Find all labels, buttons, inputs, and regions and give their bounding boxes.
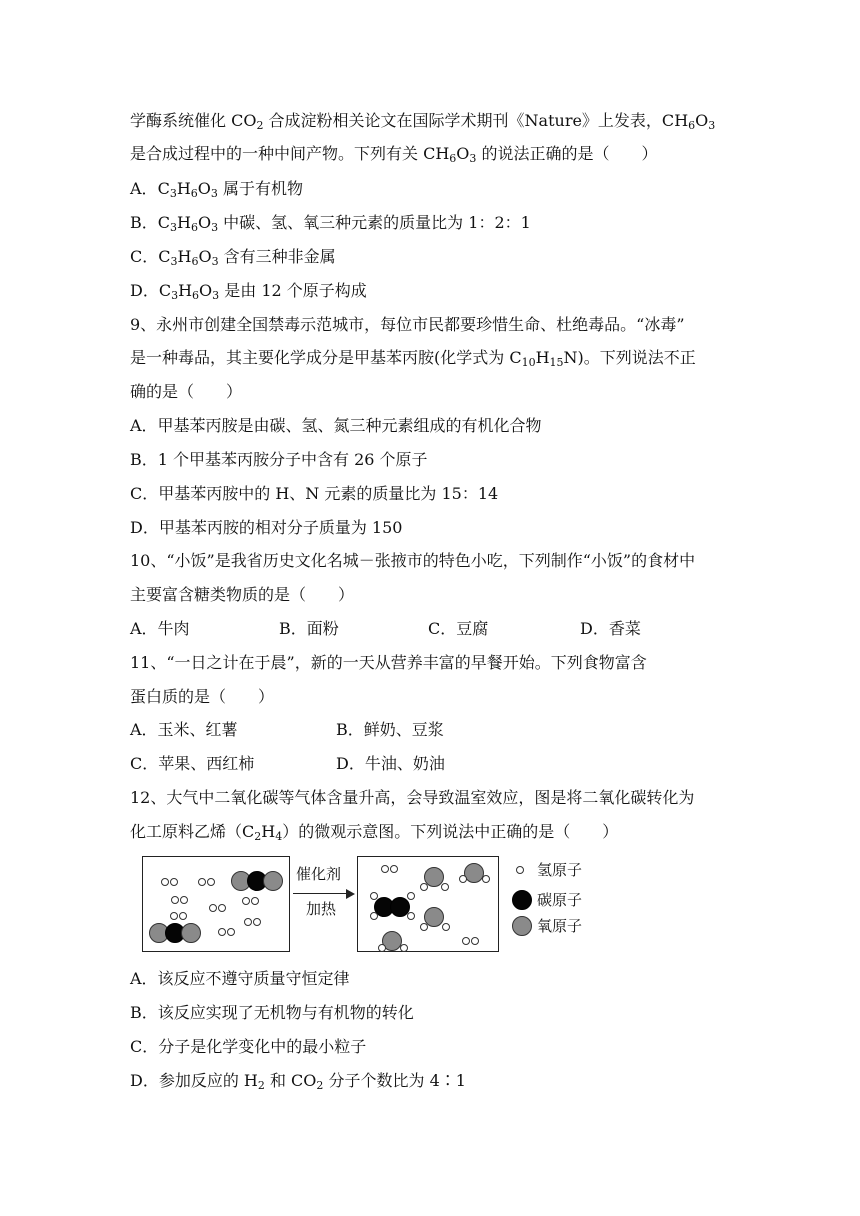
reactants-box [142,856,290,952]
legend-carbon-label: 碳原子 [537,891,583,909]
q9-option-a: A．甲基苯丙胺是由碳、氢、氮三种元素组成的有机化合物 [130,416,542,435]
q12-option-d: D．参加反应的 $H_2$ 和 $CO_2$ 分子个数比为 4∶1 [130,1071,466,1092]
hydrogen-atom [420,883,428,891]
products-box [357,856,499,952]
hydrogen-atom [218,904,226,912]
q11-stem-line1: 11、“一日之计在于晨”，新的一天从营养丰富的早餐开始。下列食物富含 [130,653,647,672]
hydrogen-atom [170,878,178,886]
q12-stem-line1: 12、大气中二氧化碳等气体含量升高，会导致温室效应，图是将二氧化碳转化为 [130,788,695,807]
arrow-condition-catalyst: 催化剂 [296,865,342,883]
hydrogen-atom [170,912,178,920]
q8-option-d: D．$C_3H_6O_3$ 是由 12 个原子构成 [130,281,367,302]
hydrogen-atom [209,904,217,912]
q8-stem-line1: 学酶系统催化 $CO_2$ 合成淀粉相关论文在国际学术期刊《Nature》上发表，$CH_6O_3$ [130,111,716,132]
hydrogen-atom [370,912,378,920]
q11-option-b: B．鲜奶、豆浆 [336,720,444,739]
q11-option-a: A．玉米、红薯 [130,720,238,739]
hydrogen-atom [179,912,187,920]
q11-option-c: C．苹果、西红柿 [130,754,255,773]
hydrogen-atom [378,944,386,952]
hydrogen-atom [161,878,169,886]
hydrogen-atom [482,875,490,883]
hydrogen-atom [459,875,467,883]
q8-option-a: A．$C_3H_6O_3$ 属于有机物 [130,179,303,200]
legend-hydrogen-icon [516,866,524,874]
hydrogen-atom [242,897,250,905]
q12-option-a: A．该反应不遵守质量守恒定律 [130,969,350,988]
q10-option-a: A．牛肉 [130,619,190,638]
hydrogen-atom [441,883,449,891]
legend-hydrogen-label: 氢原子 [537,861,583,879]
q10-option-d: D．香菜 [580,619,641,638]
hydrogen-atom [381,865,389,873]
hydrogen-atom [471,937,479,945]
q10-option-c: C．豆腐 [428,619,489,638]
hydrogen-atom [407,912,415,920]
legend-carbon-icon [512,890,532,910]
hydrogen-atom [227,928,235,936]
q12-option-c: C．分子是化学变化中的最小粒子 [130,1037,367,1056]
q9-stem-line2: 是一种毒品，其主要化学成分是甲基苯丙胺(化学式为 $C_{10}H_{15}N$)。下列说法不正 [130,348,696,369]
arrow-head-icon [346,889,355,899]
hydrogen-atom [400,944,408,952]
oxygen-atom [181,923,201,943]
hydrogen-atom [420,923,428,931]
oxygen-atom [464,863,484,883]
q9-option-c: C．甲基苯丙胺中的 H、N 元素的质量比为 15：14 [130,484,499,503]
hydrogen-atom [171,896,179,904]
q10-option-b: B．面粉 [279,619,339,638]
reaction-arrow [293,893,347,894]
hydrogen-atom [462,937,470,945]
hydrogen-atom [251,897,259,905]
hydrogen-atom [218,928,226,936]
hydrogen-atom [244,918,252,926]
q9-option-b: B．1 个甲基苯丙胺分子中含有 26 个原子 [130,450,428,469]
hydrogen-atom [198,878,206,886]
q12-option-b: B．该反应实现了无机物与有机物的转化 [130,1003,414,1022]
hydrogen-atom [253,918,261,926]
oxygen-atom [263,871,283,891]
q9-stem-line3: 确的是（ ） [130,382,243,401]
q9-option-d: D．甲基苯丙胺的相对分子质量为 150 [130,518,403,537]
hydrogen-atom [390,865,398,873]
hydrogen-atom [370,892,378,900]
hydrogen-atom [180,896,188,904]
q8-option-c: C．$C_3H_6O_3$ 含有三种非金属 [130,247,336,268]
legend-oxygen-icon [512,916,532,936]
q9-stem-line1: 9、永州市创建全国禁毒示范城市，每位市民都要珍惜生命、杜绝毒品。“冰毒” [130,315,685,334]
legend-oxygen-label: 氧原子 [537,917,583,935]
q8-option-b: B．$C_3H_6O_3$ 中碳、氢、氧三种元素的质量比为 1：2：1 [130,213,531,234]
hydrogen-atom [407,892,415,900]
q12-stem-line2: 化工原料乙烯$(C_2H_4)$的微观示意图。下列说法中正确的是（ ） [130,822,619,843]
hydrogen-atom [442,923,450,931]
q11-option-d: D．牛油、奶油 [336,754,445,773]
q10-stem-line1: 10、“小饭”是我省历史文化名城－张掖市的特色小吃，下列制作“小饭”的食材中 [130,551,696,570]
hydrogen-atom [207,878,215,886]
arrow-condition-heat: 加热 [306,900,337,918]
q8-stem-line2: 是合成过程中的一种中间产物。下列有关 $CH_6O_3$ 的说法正确的是（ ） [130,144,658,165]
q11-stem-line2: 蛋白质的是（ ） [130,687,275,706]
q10-stem-line2: 主要富含糖类物质的是（ ） [130,585,355,604]
